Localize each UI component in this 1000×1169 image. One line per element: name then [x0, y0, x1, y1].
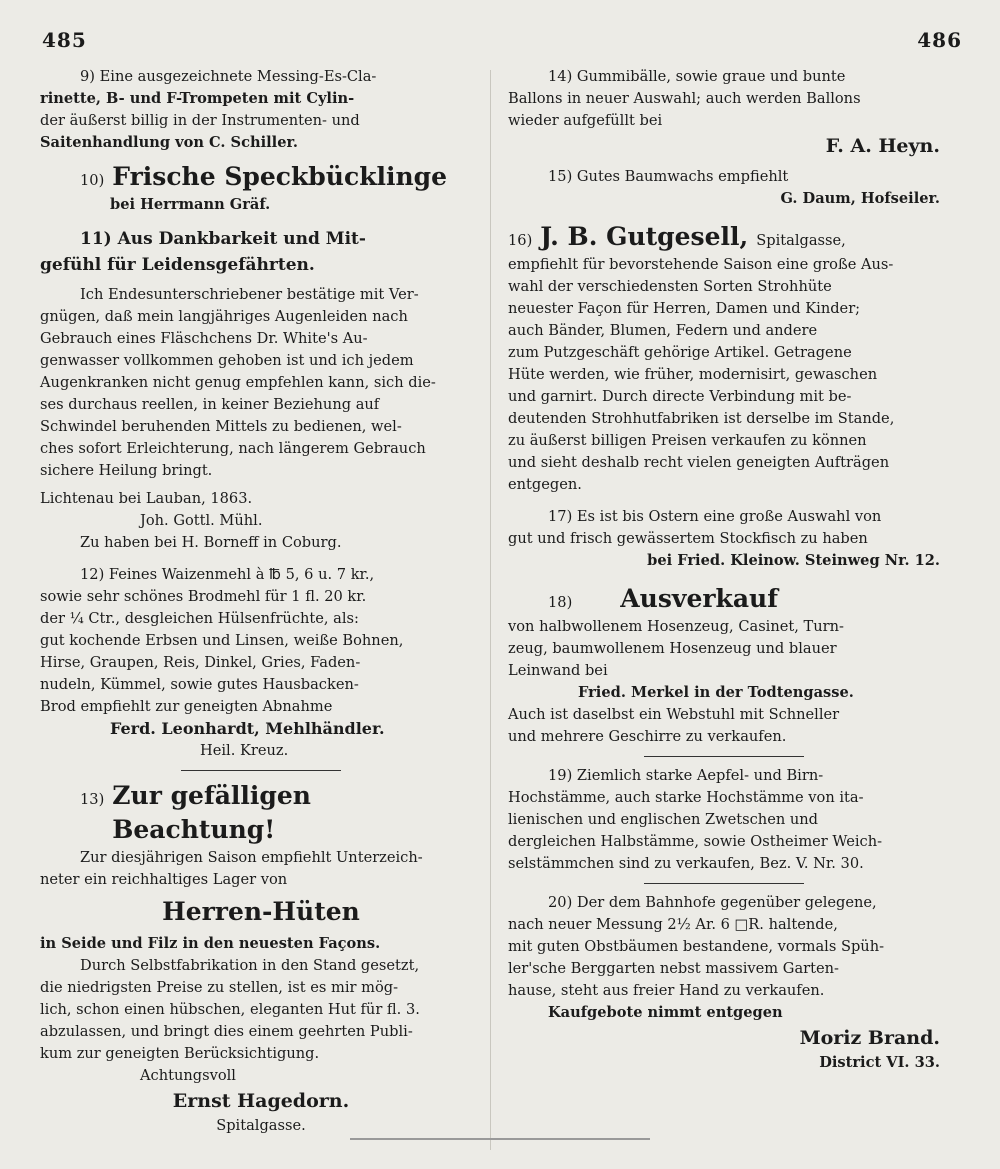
ad-20 — [508, 892, 940, 1074]
page-number-left: 485 — [42, 28, 87, 52]
ad-14-signer: F. A. Heyn. — [825, 135, 940, 157]
ad-11 — [40, 226, 482, 554]
ad-16-line: auch Bänder, Blumen, Federn und andere — [508, 322, 818, 339]
ad-11-line: Augenkranken nicht genug empfehlen kann, sich die- — [40, 374, 436, 391]
ad-11-signer: Joh. Gottl. Mühl. — [140, 512, 263, 529]
ad-16-line: neuester Façon für Herren, Damen und Kinder; — [508, 300, 861, 317]
ad-17-line: gut und frisch gewässertem Stockfisch zu haben — [508, 530, 868, 547]
ad-12-line: nudeln, Kümmel, sowie gutes Hausbacken- — [40, 676, 359, 693]
ad-16-number: 16) — [508, 232, 533, 249]
ad-18-line: Leinwand bei — [508, 662, 608, 679]
ad-14 — [508, 66, 940, 160]
ad-15-line: 15) Gutes Baumwachs empfiehlt — [548, 168, 789, 185]
separator-rule — [644, 756, 804, 757]
footer-rule — [350, 1138, 650, 1140]
ad-20-closing: Kaufgebote nimmt entgegen — [548, 1004, 783, 1021]
ad-16-line: deutenden Strohhutfabriken ist derselbe im Stande, — [508, 410, 895, 427]
ad-12-line: der ¼ Ctr., desgleichen Hülsenfrüchte, als: — [40, 610, 359, 627]
ad-13-intro-1: Zur diesjährigen Saison empfiehlt Unterzeich- — [80, 849, 423, 866]
right-column — [508, 66, 940, 1074]
column-gutter — [490, 70, 491, 1150]
ad-16 — [508, 220, 940, 496]
ad-16-line: und sieht deshalb recht vielen geneigten Aufträgen — [508, 454, 890, 471]
page-number-right: 486 — [917, 28, 962, 52]
ad-12-line: 12) Feines Waizenmehl à ℔ 5, 6 u. 7 kr., — [80, 566, 375, 583]
ad-14-line: Ballons in neuer Auswahl; auch werden Ballons — [508, 90, 861, 107]
ad-16-name: J. B. Gutgesell, — [540, 222, 749, 251]
ad-13-product: Herren-Hüten — [162, 897, 360, 926]
ad-11-line: Schwindel beruhenden Mittels zu bedienen, wel- — [40, 418, 402, 435]
ad-18-line: von halbwollenem Hosenzeug, Casinet, Turn- — [508, 618, 844, 635]
ad-15 — [508, 166, 940, 210]
ad-12-line: sowie sehr schönes Brodmehl für 1 fl. 20 kr. — [40, 588, 367, 605]
ad-11-title-2: gefühl für Leidensgefährten. — [40, 255, 315, 275]
ad-16-line: und garnirt. Durch directe Verbindung mit be- — [508, 388, 852, 405]
ad-9-line-4: Saitenhandlung von C. Schiller. — [40, 134, 298, 151]
ad-18-number: 18) — [548, 594, 573, 611]
ad-13-intro-2: neter ein reichhaltiges Lager von — [40, 871, 288, 888]
ad-12-line: gut kochende Erbsen und Linsen, weiße Bohnen, — [40, 632, 404, 649]
ad-13-line: die niedrigsten Preise zu stellen, ist es mir mög- — [40, 979, 399, 996]
ad-11-seller: Zu haben bei H. Borneff in Coburg. — [80, 534, 342, 551]
ad-13-number: 13) — [80, 791, 105, 808]
ad-18-extra-1: Auch ist daselbst ein Webstuhl mit Schneller — [508, 706, 840, 723]
ad-17-signer: bei Fried. Kleinow. Steinweg Nr. 12. — [647, 552, 940, 569]
ad-13-signer: Ernst Hagedorn. — [172, 1090, 350, 1112]
ad-11-title-1: 11) Aus Dankbarkeit und Mit- — [80, 229, 366, 249]
ad-10-number: 10) — [80, 172, 105, 189]
ad-20-line: hause, steht aus freier Hand zu verkaufen. — [508, 982, 825, 999]
separator-rule — [644, 883, 804, 884]
ad-20-line: 20) Der dem Bahnhofe gegenüber gelegene, — [548, 894, 877, 911]
ad-12-line: Brod empfiehlt zur geneigten Abnahme — [40, 698, 333, 715]
ad-11-line: ses durchaus reellen, in keiner Beziehung auf — [40, 396, 380, 413]
ad-16-line: Hüte werden, wie früher, modernisirt, gewaschen — [508, 366, 878, 383]
ad-15-signer: G. Daum, Hofseiler. — [780, 190, 940, 207]
ad-10-seller: bei Herrmann Gräf. — [110, 196, 271, 213]
ad-12-line: Hirse, Graupen, Reis, Dinkel, Gries, Faden- — [40, 654, 361, 671]
left-column — [40, 66, 482, 1137]
ad-20-line: nach neuer Messung 2½ Ar. 6 □R. haltende, — [508, 916, 838, 933]
ad-16-line: empfiehlt für bevorstehende Saison eine große Aus- — [508, 256, 894, 273]
ad-18-title: Ausverkauf — [620, 584, 778, 613]
ad-19 — [508, 765, 940, 875]
ad-9-line-3: der äußerst billig in der Instrumenten- und — [40, 112, 360, 129]
ad-19-line: Hochstämme, auch starke Hochstämme von ita- — [508, 789, 864, 806]
ad-20-line: ler'sche Berggarten nebst massivem Garten- — [508, 960, 839, 977]
ad-13-line: kum zur geneigten Berücksichtigung. — [40, 1045, 320, 1062]
ad-19-line: 19) Ziemlich starke Aepfel- und Birn- — [548, 767, 824, 784]
ad-19-line: selstämmchen sind zu verkaufen, Bez. V. Nr. 30. — [508, 855, 864, 872]
ad-17 — [508, 506, 940, 572]
ad-19-line: dergleichen Halbstämme, sowie Ostheimer Weich- — [508, 833, 883, 850]
ad-18-extra-2: und mehrere Geschirre zu verkaufen. — [508, 728, 787, 745]
ad-14-line: wieder aufgefüllt bei — [508, 112, 663, 129]
ad-9-line-2: rinette, B- und F-Trompeten mit Cylin- — [40, 90, 355, 107]
ad-11-line: Ich Endesunterschriebener bestätige mit Ver- — [80, 286, 419, 303]
ad-20-location: District VI. 33. — [819, 1054, 940, 1071]
ad-20-signer: Moriz Brand. — [799, 1027, 940, 1049]
ad-11-line: gnügen, daß mein langjähriges Augenleiden nach — [40, 308, 408, 325]
ad-9 — [40, 66, 482, 154]
ad-13-line: lich, schon einen hübschen, eleganten Hut für fl. 3. — [40, 1001, 420, 1018]
ad-13-material: in Seide und Filz in den neuesten Façons. — [40, 935, 381, 952]
ad-20-line: mit guten Obstbäumen bestandene, vormals Spüh- — [508, 938, 885, 955]
ad-11-place: Lichtenau bei Lauban, 1863. — [40, 490, 253, 507]
ad-13-title: Zur gefälligen Beachtung! — [112, 781, 311, 844]
ad-16-line: zum Putzgeschäft gehörige Artikel. Getragene — [508, 344, 852, 361]
separator-rule — [181, 770, 341, 771]
ad-16-line: wahl der verschiedensten Sorten Strohhüte — [508, 278, 832, 295]
ad-16-line: zu äußerst billigen Preisen verkaufen zu können — [508, 432, 867, 449]
ad-12-signer: Ferd. Leonhardt, Mehlhändler. — [110, 719, 385, 738]
ad-10-title: Frische Speckbücklinge — [112, 162, 448, 191]
ad-13 — [40, 779, 482, 1137]
ad-18-signer: Fried. Merkel in der Todtengasse. — [578, 684, 854, 701]
ad-13-location: Spitalgasse. — [216, 1117, 306, 1134]
ad-9-line-1: 9) Eine ausgezeichnete Messing-Es-Cla- — [80, 68, 377, 85]
ad-18 — [508, 582, 940, 748]
ad-11-line: Gebrauch eines Fläschchens Dr. White's Au- — [40, 330, 368, 347]
ad-13-closing: Achtungsvoll — [140, 1067, 236, 1084]
ad-14-line: 14) Gummibälle, sowie graue und bunte — [548, 68, 846, 85]
ad-16-street: Spitalgasse, — [756, 232, 846, 249]
ad-12-location: Heil. Kreuz. — [200, 742, 289, 759]
ad-16-line: entgegen. — [508, 476, 582, 493]
ad-11-line: sichere Heilung bringt. — [40, 462, 213, 479]
ad-11-line: genwasser vollkommen gehoben ist und ich jedem — [40, 352, 414, 369]
ad-17-line: 17) Es ist bis Ostern eine große Auswahl von — [548, 508, 882, 525]
ad-13-line: abzulassen, und bringt dies einem geehrten Publi- — [40, 1023, 413, 1040]
ad-12 — [40, 564, 482, 762]
ad-19-line: lienischen und englischen Zwetschen und — [508, 811, 819, 828]
ad-11-line: ches sofort Erleichterung, nach längerem Gebrauch — [40, 440, 426, 457]
ad-18-line: zeug, baumwollenem Hosenzeug und blauer — [508, 640, 837, 657]
ad-10 — [40, 160, 482, 216]
ad-13-line: Durch Selbstfabrikation in den Stand gesetzt, — [80, 957, 420, 974]
